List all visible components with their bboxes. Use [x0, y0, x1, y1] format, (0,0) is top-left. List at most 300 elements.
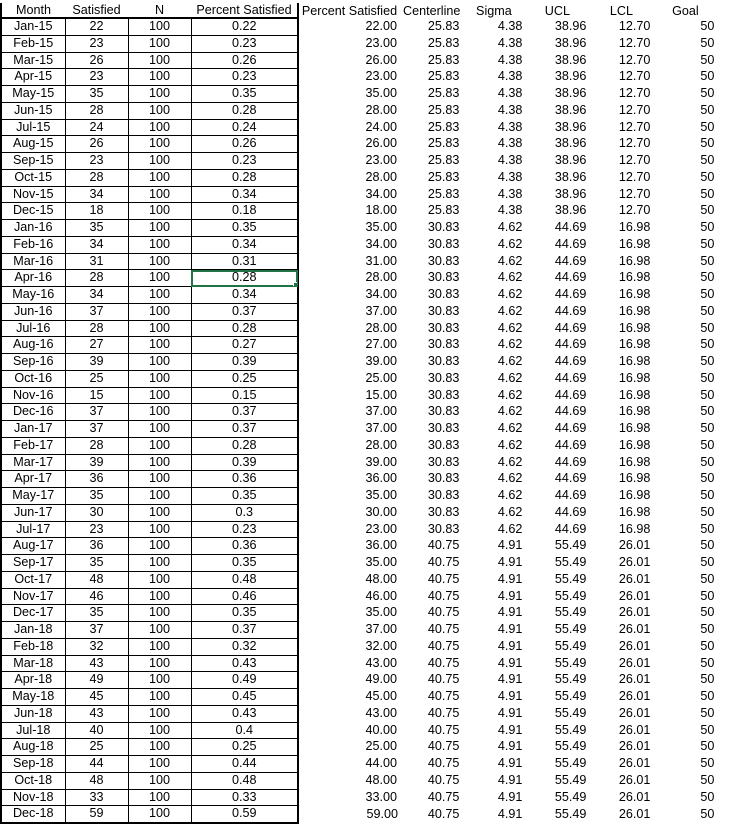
- centerline-cell[interactable]: 30.83: [427, 320, 460, 335]
- lcl-header[interactable]: LCL: [609, 3, 633, 18]
- lcl-cell[interactable]: 26.01: [618, 588, 651, 603]
- lcl-cell[interactable]: 26.01: [618, 689, 651, 703]
- goal-cell[interactable]: 50: [700, 270, 715, 285]
- n-cell[interactable]: 100: [128, 421, 191, 438]
- satisfied-cell[interactable]: 36: [65, 471, 128, 488]
- satisfied-cell[interactable]: 48: [65, 571, 128, 588]
- satisfied-cell[interactable]: 25: [65, 370, 128, 387]
- goal-cell[interactable]: 50: [700, 136, 715, 151]
- ucl-cell[interactable]: 55.49: [554, 689, 587, 703]
- lcl-cell[interactable]: 12.70: [618, 18, 651, 33]
- n-cell[interactable]: 100: [128, 655, 191, 672]
- percent-satisfied-cell[interactable]: 0.4: [191, 722, 298, 739]
- ucl-cell[interactable]: 44.69: [554, 370, 587, 385]
- ucl-cell[interactable]: 55.49: [554, 655, 587, 670]
- percent-satisfied-cell[interactable]: 0.48: [191, 772, 298, 789]
- satisfied-cell[interactable]: 35: [65, 488, 128, 505]
- goal-cell[interactable]: 50: [700, 806, 715, 821]
- centerline-cell[interactable]: 40.75: [427, 789, 460, 804]
- percent-satisfied-cell[interactable]: 0.31: [191, 253, 298, 270]
- percent-satisfied-value-cell[interactable]: 59.00: [366, 806, 398, 821]
- percent-satisfied-value-cell[interactable]: 46.00: [365, 588, 397, 603]
- n-cell[interactable]: 100: [128, 370, 191, 387]
- sigma-cell[interactable]: 4.62: [497, 404, 523, 419]
- lcl-cell[interactable]: 12.70: [618, 119, 651, 134]
- sigma-cell[interactable]: 4.62: [497, 320, 523, 335]
- ucl-cell[interactable]: 44.69: [554, 521, 587, 536]
- percent-satisfied-value-cell[interactable]: 23.00: [365, 35, 397, 50]
- month-cell[interactable]: Aug-15: [1, 136, 65, 153]
- goal-cell[interactable]: 50: [700, 772, 715, 787]
- sigma-cell[interactable]: 4.91: [497, 689, 523, 703]
- ucl-cell[interactable]: 55.49: [554, 638, 587, 653]
- satisfied-cell[interactable]: 34: [65, 287, 128, 304]
- percent-satisfied-value-cell[interactable]: 35.00: [365, 220, 397, 234]
- month-cell[interactable]: Apr-15: [1, 69, 65, 86]
- goal-cell[interactable]: 50: [700, 588, 715, 603]
- ucl-cell[interactable]: 44.69: [554, 421, 587, 435]
- lcl-cell[interactable]: 26.01: [618, 571, 651, 586]
- sigma-cell[interactable]: 4.91: [497, 588, 523, 603]
- percent-satisfied-cell[interactable]: 0.18: [191, 203, 298, 220]
- n-cell[interactable]: 100: [128, 672, 191, 689]
- centerline-cell[interactable]: 30.83: [427, 220, 460, 234]
- sigma-header[interactable]: Sigma: [476, 3, 512, 18]
- ucl-cell[interactable]: 55.49: [554, 571, 587, 586]
- percent-satisfied-value-cell[interactable]: 43.00: [365, 655, 397, 670]
- percent-satisfied-value-cell[interactable]: 32.00: [365, 638, 397, 653]
- month-cell[interactable]: Apr-18: [1, 672, 65, 689]
- month-cell[interactable]: Jan-16: [1, 220, 65, 237]
- n-cell[interactable]: 100: [128, 739, 191, 756]
- lcl-cell[interactable]: 16.98: [618, 387, 651, 402]
- centerline-cell[interactable]: 25.83: [427, 69, 460, 84]
- sigma-cell[interactable]: 4.62: [497, 370, 523, 385]
- satisfied-cell[interactable]: 23: [65, 521, 128, 538]
- centerline-cell[interactable]: 30.83: [427, 387, 460, 402]
- satisfied-cell[interactable]: 23: [65, 69, 128, 86]
- n-cell[interactable]: 100: [128, 789, 191, 806]
- sigma-cell[interactable]: 4.62: [497, 488, 523, 502]
- satisfied-cell[interactable]: 28: [65, 437, 128, 454]
- n-cell[interactable]: 100: [128, 689, 191, 706]
- goal-cell[interactable]: 50: [700, 169, 715, 184]
- ucl-cell[interactable]: 44.69: [554, 287, 587, 301]
- goal-cell[interactable]: 50: [700, 18, 715, 33]
- percent-satisfied-cell[interactable]: 0.28: [191, 437, 298, 454]
- n-cell[interactable]: 100: [128, 705, 191, 722]
- ucl-cell[interactable]: 55.49: [554, 806, 587, 821]
- month-cell[interactable]: Oct-16: [1, 370, 65, 387]
- sigma-cell[interactable]: 4.38: [497, 136, 523, 151]
- percent-satisfied-value-cell[interactable]: 18.00: [365, 203, 397, 218]
- percent-satisfied-cell[interactable]: 0.48: [191, 571, 298, 588]
- percent-satisfied-cell[interactable]: 0.25: [191, 739, 298, 756]
- sigma-cell[interactable]: 4.38: [497, 119, 523, 134]
- n-cell[interactable]: 100: [128, 169, 191, 186]
- centerline-cell[interactable]: 40.75: [427, 605, 460, 620]
- ucl-cell[interactable]: 38.96: [554, 186, 587, 201]
- month-cell[interactable]: Dec-18: [1, 806, 65, 823]
- percent-satisfied-cell[interactable]: 0.35: [191, 488, 298, 505]
- percent-satisfied-cell[interactable]: 0.37: [191, 404, 298, 421]
- percent-satisfied-cell[interactable]: 0.35: [191, 220, 298, 237]
- percent-satisfied-value-cell[interactable]: 37.00: [365, 303, 397, 318]
- centerline-cell[interactable]: 40.75: [427, 538, 460, 553]
- percent-satisfied-value-cell[interactable]: 43.00: [365, 705, 397, 720]
- satisfied-cell[interactable]: 45: [65, 689, 128, 706]
- goal-cell[interactable]: 50: [700, 538, 715, 553]
- percent-satisfied-value-cell[interactable]: 35.00: [365, 555, 397, 569]
- percent-satisfied-cell[interactable]: 0.39: [191, 454, 298, 471]
- centerline-cell[interactable]: 25.83: [427, 86, 460, 100]
- sigma-cell[interactable]: 4.62: [497, 287, 523, 301]
- ucl-cell[interactable]: 38.96: [554, 136, 587, 151]
- percent-satisfied-value-cell[interactable]: 40.00: [365, 722, 397, 737]
- n-cell[interactable]: 100: [128, 86, 191, 103]
- n-cell[interactable]: 100: [128, 722, 191, 739]
- lcl-cell[interactable]: 26.01: [618, 638, 651, 653]
- centerline-cell[interactable]: 30.83: [427, 521, 460, 536]
- goal-cell[interactable]: 50: [700, 186, 715, 201]
- centerline-cell[interactable]: 40.75: [427, 555, 460, 569]
- satisfied-cell[interactable]: 31: [65, 253, 128, 270]
- satisfied-cell[interactable]: 39: [65, 354, 128, 371]
- n-cell[interactable]: 100: [128, 354, 191, 371]
- ucl-cell[interactable]: 55.49: [554, 555, 587, 569]
- centerline-cell[interactable]: 30.83: [427, 504, 460, 519]
- ucl-cell[interactable]: 55.49: [554, 705, 587, 720]
- lcl-cell[interactable]: 26.01: [618, 806, 651, 821]
- goal-cell[interactable]: 50: [700, 437, 715, 452]
- month-cell[interactable]: Nov-17: [1, 588, 65, 605]
- n-cell[interactable]: 100: [128, 538, 191, 555]
- percent-satisfied-cell[interactable]: 0.25: [191, 370, 298, 387]
- n-cell[interactable]: 100: [128, 220, 191, 237]
- month-cell[interactable]: Jan-15: [1, 18, 65, 35]
- sigma-cell[interactable]: 4.38: [497, 169, 523, 184]
- percent-satisfied-value-cell[interactable]: 23.00: [365, 69, 397, 84]
- centerline-cell[interactable]: 40.75: [427, 689, 460, 703]
- sigma-cell[interactable]: 4.62: [497, 337, 523, 352]
- lcl-cell[interactable]: 16.98: [618, 236, 651, 251]
- percent-satisfied-cell[interactable]: 0.37: [191, 622, 298, 639]
- month-cell[interactable]: Nov-16: [1, 387, 65, 404]
- sigma-cell[interactable]: 4.62: [497, 236, 523, 251]
- percent-satisfied-cell[interactable]: 0.32: [191, 638, 298, 655]
- satisfied-cell[interactable]: 37: [65, 303, 128, 320]
- percent-satisfied-cell[interactable]: 0.23: [191, 69, 298, 86]
- ucl-cell[interactable]: 55.49: [554, 739, 587, 754]
- n-cell[interactable]: 100: [128, 320, 191, 337]
- percent-satisfied-cell[interactable]: 0.36: [191, 538, 298, 555]
- n-cell[interactable]: 100: [128, 471, 191, 488]
- ucl-cell[interactable]: 44.69: [554, 504, 587, 519]
- sigma-cell[interactable]: 4.91: [497, 622, 523, 636]
- percent-satisfied-value-cell[interactable]: 25.00: [365, 739, 397, 754]
- percent-satisfied-cell[interactable]: 0.46: [191, 588, 298, 605]
- ucl-cell[interactable]: 44.69: [554, 320, 587, 335]
- n-cell[interactable]: 100: [128, 18, 191, 35]
- satisfied-cell[interactable]: 30: [65, 504, 128, 521]
- satisfied-cell[interactable]: 28: [65, 169, 128, 186]
- n-cell[interactable]: 100: [128, 772, 191, 789]
- percent-satisfied-value-cell[interactable]: 34.00: [365, 186, 397, 201]
- sigma-cell[interactable]: 4.91: [497, 739, 523, 754]
- month-cell[interactable]: Dec-17: [1, 605, 65, 622]
- centerline-cell[interactable]: 30.83: [427, 354, 460, 368]
- n-cell[interactable]: 100: [128, 404, 191, 421]
- centerline-cell[interactable]: 30.83: [427, 488, 460, 502]
- percent-satisfied-cell[interactable]: 0.24: [191, 119, 298, 136]
- goal-cell[interactable]: 50: [700, 655, 715, 670]
- percent-satisfied-value-cell[interactable]: 34.00: [365, 236, 397, 251]
- satisfied-cell[interactable]: 34: [65, 236, 128, 253]
- lcl-cell[interactable]: 16.98: [618, 421, 651, 435]
- ucl-cell[interactable]: 55.49: [554, 772, 587, 787]
- percent-satisfied-value-cell[interactable]: 25.00: [365, 370, 397, 385]
- centerline-cell[interactable]: 40.75: [427, 588, 460, 603]
- sigma-cell[interactable]: 4.62: [497, 471, 523, 486]
- month-cell[interactable]: Sep-16: [1, 354, 65, 371]
- month-cell[interactable]: Mar-15: [1, 52, 65, 69]
- centerline-cell[interactable]: 30.83: [427, 337, 460, 352]
- lcl-cell[interactable]: 16.98: [618, 253, 651, 268]
- month-cell[interactable]: Sep-15: [1, 153, 65, 170]
- goal-cell[interactable]: 50: [700, 220, 715, 234]
- percent-satisfied-cell[interactable]: 0.35: [191, 555, 298, 572]
- goal-cell[interactable]: 50: [700, 203, 715, 218]
- month-cell[interactable]: Feb-17: [1, 437, 65, 454]
- percent-satisfied-value-cell[interactable]: 23.00: [365, 521, 397, 536]
- percent-satisfied-value-cell[interactable]: 37.00: [365, 421, 397, 435]
- n-cell[interactable]: 100: [128, 571, 191, 588]
- sigma-cell[interactable]: 4.38: [497, 69, 523, 84]
- centerline-cell[interactable]: 40.75: [427, 722, 460, 737]
- goal-header[interactable]: Goal: [672, 3, 699, 18]
- n-cell[interactable]: 100: [128, 186, 191, 203]
- percent-satisfied-value-cell[interactable]: 23.00: [365, 153, 397, 167]
- lcl-cell[interactable]: 16.98: [618, 270, 651, 285]
- ucl-cell[interactable]: 44.69: [554, 454, 587, 469]
- centerline-cell[interactable]: 30.83: [427, 303, 460, 318]
- lcl-cell[interactable]: 12.70: [618, 186, 651, 201]
- month-cell[interactable]: Sep-18: [1, 756, 65, 773]
- ucl-cell[interactable]: 38.96: [554, 203, 587, 218]
- satisfied-cell[interactable]: 28: [65, 102, 128, 119]
- sigma-cell[interactable]: 4.38: [497, 52, 523, 67]
- lcl-cell[interactable]: 16.98: [618, 370, 651, 385]
- satisfied-cell[interactable]: 35: [65, 555, 128, 572]
- satisfied-header[interactable]: Satisfied: [65, 3, 128, 18]
- centerline-cell[interactable]: 30.83: [427, 270, 460, 285]
- satisfied-cell[interactable]: 43: [65, 655, 128, 672]
- goal-cell[interactable]: 50: [700, 337, 715, 352]
- percent-satisfied-value-cell[interactable]: 37.00: [365, 404, 397, 419]
- month-cell[interactable]: Feb-16: [1, 236, 65, 253]
- percent-satisfied-value-cell[interactable]: 44.00: [365, 756, 397, 770]
- percent-satisfied-value-cell[interactable]: 37.00: [365, 622, 397, 636]
- percent-satisfied-value-cell[interactable]: 36.00: [365, 471, 397, 486]
- lcl-cell[interactable]: 16.98: [618, 287, 651, 301]
- satisfied-cell[interactable]: 23: [65, 153, 128, 170]
- month-cell[interactable]: Jul-17: [1, 521, 65, 538]
- satisfied-cell[interactable]: 33: [65, 789, 128, 806]
- month-cell[interactable]: Nov-15: [1, 186, 65, 203]
- n-cell[interactable]: 100: [128, 119, 191, 136]
- centerline-cell[interactable]: 40.75: [427, 705, 460, 720]
- percent-satisfied-value-cell[interactable]: 24.00: [365, 119, 397, 134]
- percent-satisfied-value-cell[interactable]: 35.00: [365, 605, 397, 620]
- percent-satisfied-cell[interactable]: 0.26: [191, 52, 298, 69]
- ucl-cell[interactable]: 55.49: [554, 722, 587, 737]
- centerline-cell[interactable]: 30.83: [427, 437, 460, 452]
- goal-cell[interactable]: 50: [700, 672, 715, 687]
- lcl-cell[interactable]: 26.01: [618, 555, 651, 569]
- centerline-cell[interactable]: 25.83: [427, 169, 460, 184]
- sigma-cell[interactable]: 4.91: [497, 555, 523, 569]
- ucl-cell[interactable]: 55.49: [554, 538, 587, 553]
- ucl-cell[interactable]: 44.69: [554, 488, 587, 502]
- percent-satisfied-value-header[interactable]: Percent Satisfied: [301, 3, 398, 18]
- lcl-cell[interactable]: 12.70: [618, 35, 651, 50]
- month-cell[interactable]: Feb-15: [1, 35, 65, 52]
- lcl-cell[interactable]: 16.98: [618, 437, 651, 452]
- ucl-cell[interactable]: 44.69: [554, 354, 587, 368]
- satisfied-cell[interactable]: 15: [65, 387, 128, 404]
- n-cell[interactable]: 100: [128, 387, 191, 404]
- percent-satisfied-value-cell[interactable]: 39.00: [365, 354, 397, 368]
- sigma-cell[interactable]: 4.91: [497, 789, 523, 804]
- centerline-cell[interactable]: 30.83: [427, 287, 460, 301]
- sigma-cell[interactable]: 4.62: [497, 504, 523, 519]
- month-cell[interactable]: Apr-16: [1, 270, 65, 287]
- n-cell[interactable]: 100: [128, 488, 191, 505]
- lcl-cell[interactable]: 12.70: [618, 203, 651, 218]
- satisfied-cell[interactable]: 18: [65, 203, 128, 220]
- n-cell[interactable]: 100: [128, 153, 191, 170]
- month-header[interactable]: Month: [1, 3, 65, 18]
- goal-cell[interactable]: 50: [700, 52, 715, 67]
- goal-cell[interactable]: 50: [700, 35, 715, 50]
- ucl-cell[interactable]: 44.69: [554, 387, 587, 402]
- percent-satisfied-cell[interactable]: 0.37: [191, 421, 298, 438]
- percent-satisfied-value-cell[interactable]: 28.00: [365, 169, 397, 184]
- ucl-cell[interactable]: 38.96: [554, 119, 587, 134]
- n-cell[interactable]: 100: [128, 337, 191, 354]
- lcl-cell[interactable]: 16.98: [618, 488, 651, 502]
- month-cell[interactable]: Mar-18: [1, 655, 65, 672]
- lcl-cell[interactable]: 26.01: [618, 772, 651, 787]
- percent-satisfied-cell[interactable]: 0.28: [191, 169, 298, 186]
- percent-satisfied-cell[interactable]: 0.37: [191, 303, 298, 320]
- goal-cell[interactable]: 50: [700, 622, 715, 636]
- n-cell[interactable]: 100: [128, 52, 191, 69]
- satisfied-cell[interactable]: 32: [65, 638, 128, 655]
- satisfied-cell[interactable]: 23: [65, 35, 128, 52]
- n-cell[interactable]: 100: [128, 102, 191, 119]
- ucl-cell[interactable]: 55.49: [554, 605, 587, 620]
- satisfied-cell[interactable]: 37: [65, 622, 128, 639]
- goal-cell[interactable]: 50: [700, 605, 715, 620]
- sigma-cell[interactable]: 4.62: [497, 421, 523, 435]
- n-cell[interactable]: 100: [128, 270, 191, 287]
- sigma-cell[interactable]: 4.91: [497, 756, 523, 770]
- centerline-cell[interactable]: 25.83: [427, 153, 460, 167]
- month-cell[interactable]: Jan-18: [1, 622, 65, 639]
- ucl-cell[interactable]: 44.69: [554, 270, 587, 285]
- n-cell[interactable]: 100: [128, 454, 191, 471]
- sigma-cell[interactable]: 4.62: [497, 387, 523, 402]
- lcl-cell[interactable]: 16.98: [618, 320, 651, 335]
- sigma-cell[interactable]: 4.62: [497, 253, 523, 268]
- lcl-cell[interactable]: 26.01: [618, 789, 651, 804]
- sigma-cell[interactable]: 4.62: [497, 521, 523, 536]
- lcl-cell[interactable]: 26.01: [618, 655, 651, 670]
- centerline-cell[interactable]: 25.83: [427, 35, 460, 50]
- sigma-cell[interactable]: 4.91: [497, 772, 523, 787]
- centerline-cell[interactable]: 30.83: [427, 370, 460, 385]
- sigma-cell[interactable]: 4.91: [497, 722, 523, 737]
- n-cell[interactable]: 100: [128, 555, 191, 572]
- goal-cell[interactable]: 50: [700, 102, 715, 117]
- lcl-cell[interactable]: 16.98: [618, 404, 651, 419]
- ucl-cell[interactable]: 38.96: [554, 18, 587, 33]
- percent-satisfied-cell[interactable]: 0.35: [191, 605, 298, 622]
- satisfied-cell[interactable]: 40: [65, 722, 128, 739]
- percent-satisfied-cell[interactable]: 0.28: [191, 102, 298, 119]
- percent-satisfied-cell[interactable]: 0.3: [191, 504, 298, 521]
- centerline-cell[interactable]: 40.75: [427, 571, 460, 586]
- percent-satisfied-value-cell[interactable]: 26.00: [365, 136, 397, 151]
- lcl-cell[interactable]: 16.98: [618, 504, 651, 519]
- ucl-cell[interactable]: 38.96: [554, 153, 587, 167]
- satisfied-cell[interactable]: 43: [65, 705, 128, 722]
- goal-cell[interactable]: 50: [700, 354, 715, 368]
- ucl-cell[interactable]: 44.69: [554, 437, 587, 452]
- month-cell[interactable]: Aug-18: [1, 739, 65, 756]
- n-header[interactable]: N: [128, 3, 191, 18]
- lcl-cell[interactable]: 26.01: [618, 622, 651, 636]
- satisfied-cell[interactable]: 44: [65, 756, 128, 773]
- n-cell[interactable]: 100: [128, 588, 191, 605]
- lcl-cell[interactable]: 26.01: [618, 756, 651, 770]
- percent-satisfied-cell[interactable]: 0.33: [191, 789, 298, 806]
- percent-satisfied-value-cell[interactable]: 26.00: [365, 52, 397, 67]
- lcl-cell[interactable]: 16.98: [618, 337, 651, 352]
- goal-cell[interactable]: 50: [700, 119, 715, 134]
- month-cell[interactable]: Jun-18: [1, 705, 65, 722]
- ucl-header[interactable]: UCL: [544, 3, 570, 18]
- month-cell[interactable]: Jun-16: [1, 303, 65, 320]
- month-cell[interactable]: Mar-16: [1, 253, 65, 270]
- n-cell[interactable]: 100: [128, 638, 191, 655]
- n-cell[interactable]: 100: [128, 203, 191, 220]
- percent-satisfied-value-cell[interactable]: 35.00: [365, 488, 397, 502]
- month-cell[interactable]: May-17: [1, 488, 65, 505]
- lcl-cell[interactable]: 16.98: [618, 303, 651, 318]
- centerline-cell[interactable]: 25.83: [427, 186, 460, 201]
- satisfied-cell[interactable]: 59: [65, 806, 128, 823]
- satisfied-cell[interactable]: 25: [65, 739, 128, 756]
- satisfied-cell[interactable]: 36: [65, 538, 128, 555]
- sigma-cell[interactable]: 4.91: [497, 806, 523, 821]
- centerline-cell[interactable]: 30.83: [427, 236, 460, 251]
- selected-cell[interactable]: 0.28: [191, 270, 298, 287]
- n-cell[interactable]: 100: [128, 303, 191, 320]
- percent-satisfied-value-cell[interactable]: 33.00: [365, 789, 397, 804]
- goal-cell[interactable]: 50: [700, 789, 715, 804]
